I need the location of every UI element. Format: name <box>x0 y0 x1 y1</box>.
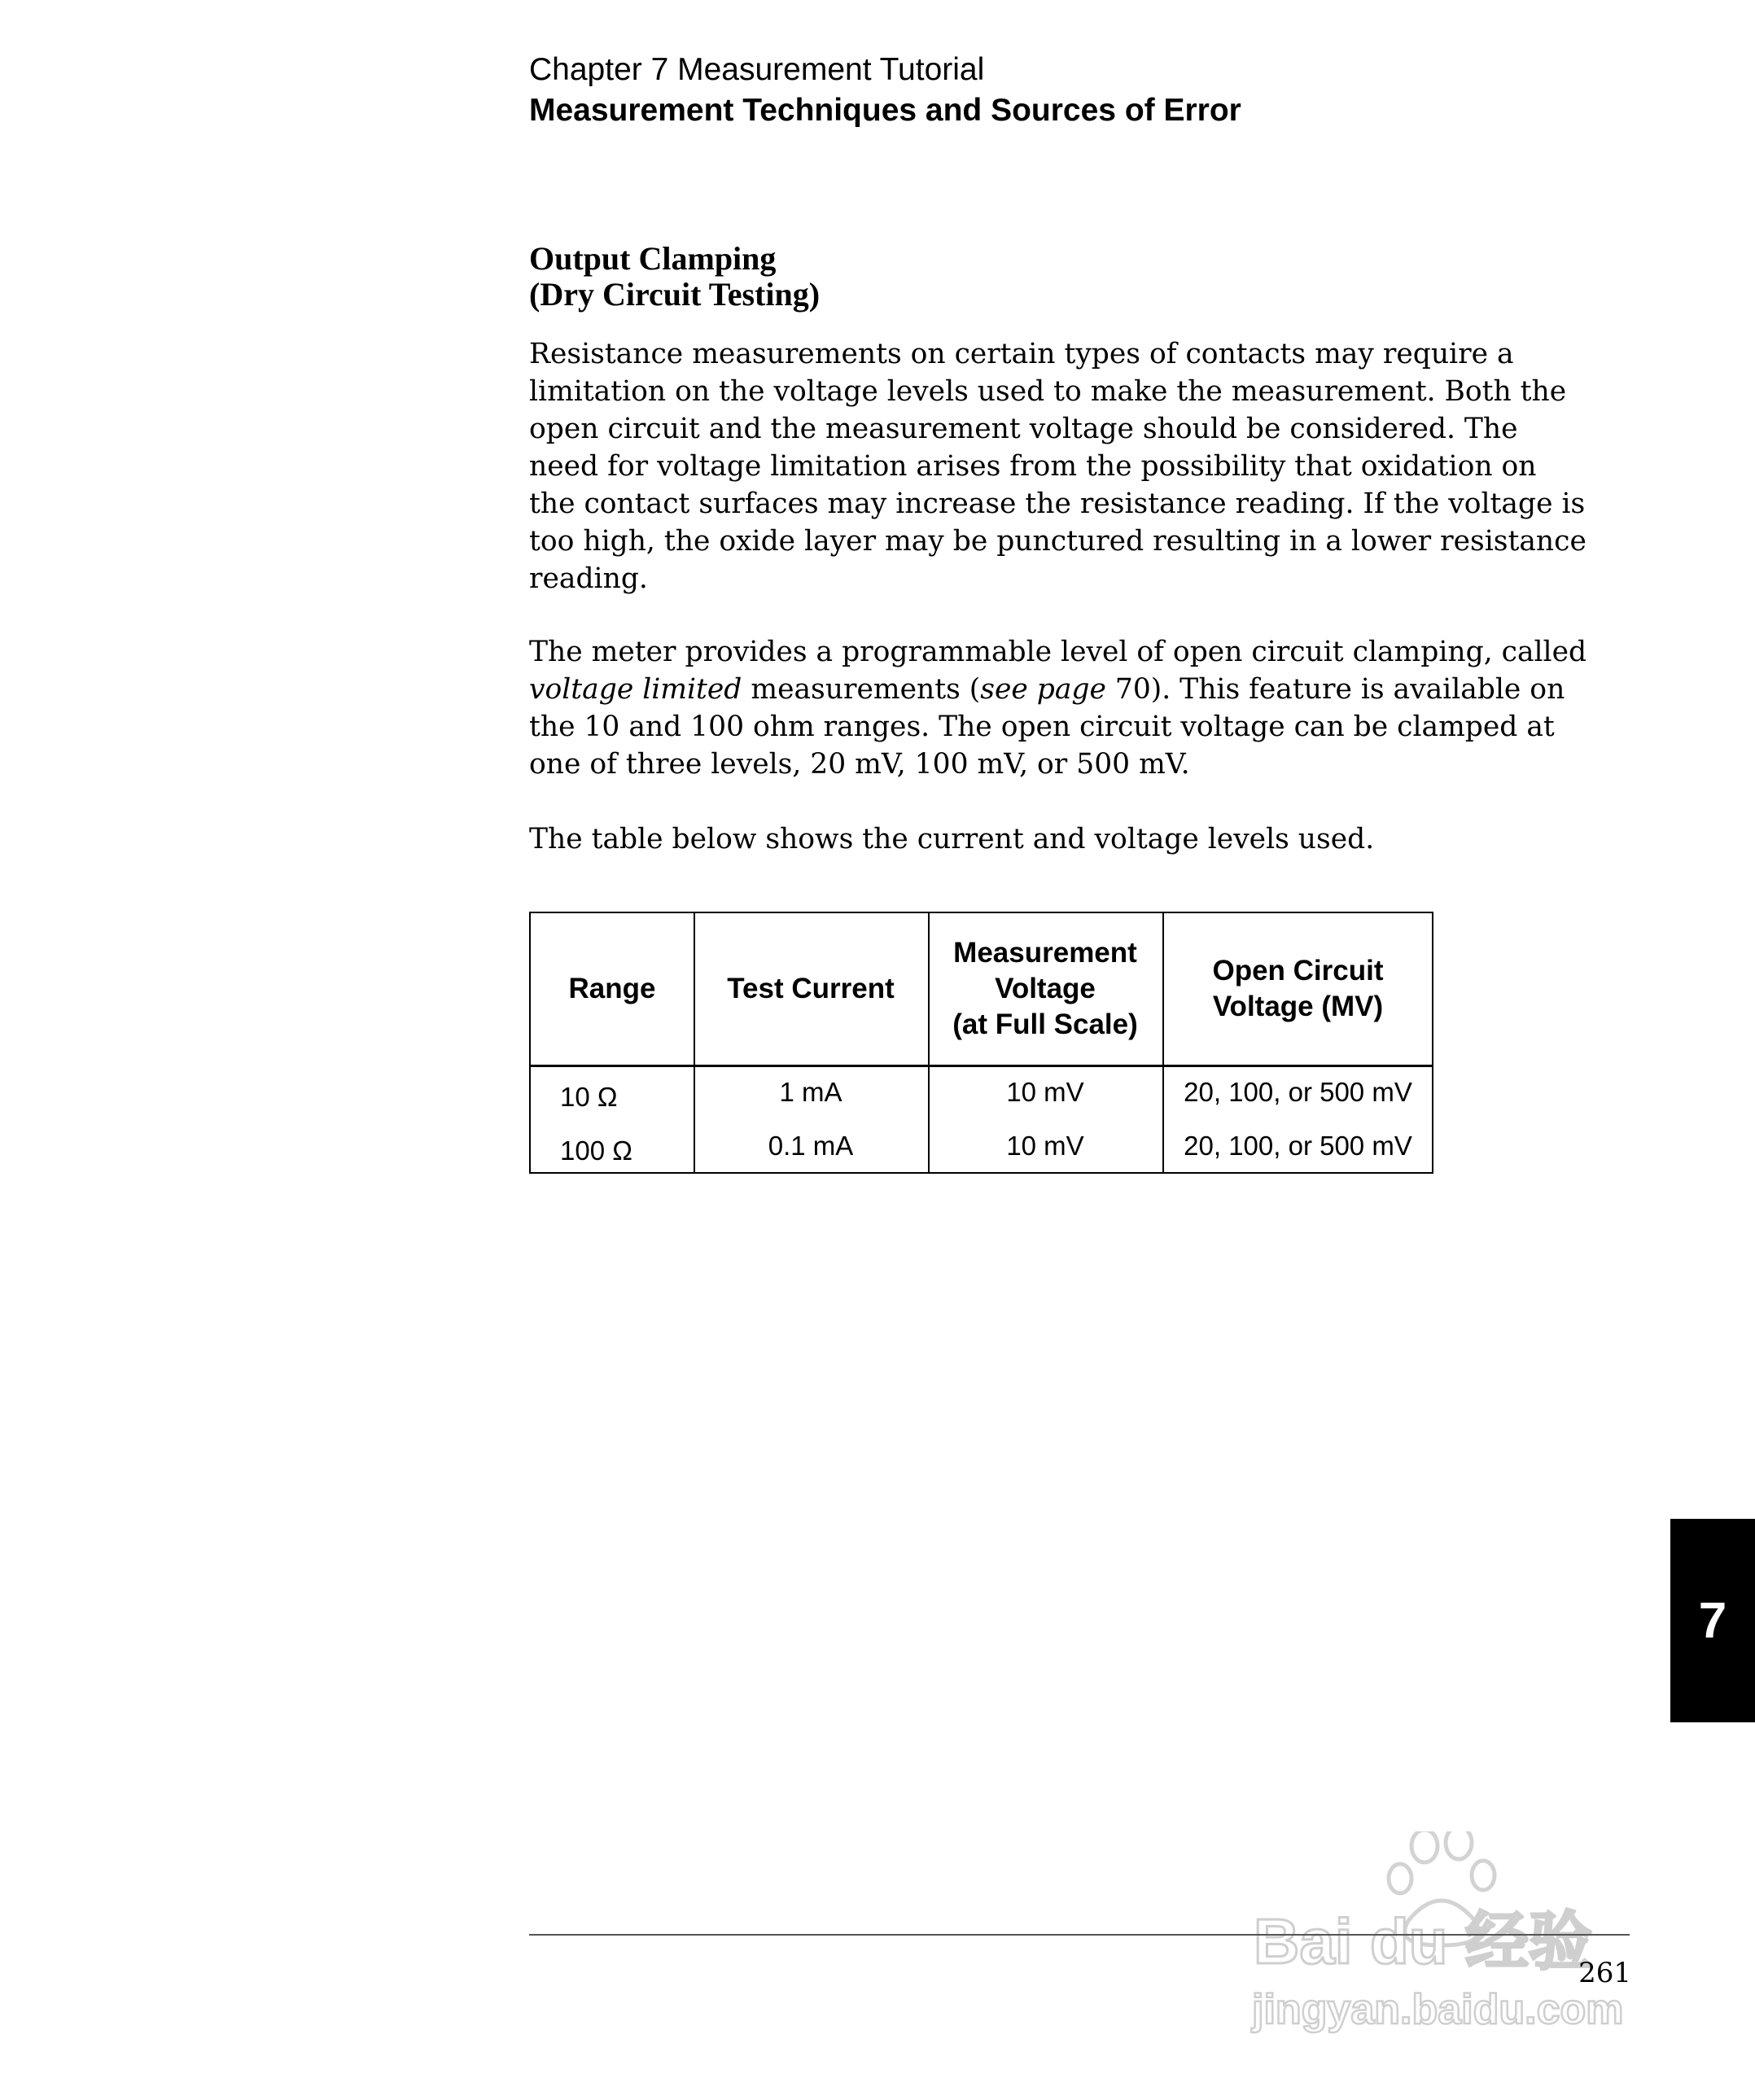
cross-reference-link[interactable]: see page <box>980 673 1106 706</box>
svg-text:jingyan.baidu.com: jingyan.baidu.com <box>1252 1986 1624 2033</box>
heading-line-1: Output Clamping <box>529 240 777 277</box>
text-line: limitation on the voltage levels used to make the measurement. Both the <box>529 375 1567 408</box>
page-number: 261 <box>1578 1957 1631 1989</box>
cell-measurement-voltage: 10 mV <box>1006 1077 1084 1107</box>
footer-rule <box>529 1934 1630 1936</box>
header-open-circuit-voltage: Open Circuit Voltage (MV) <box>1212 955 1384 1022</box>
running-header-section: Measurement Techniques and Sources of Error <box>529 93 1241 128</box>
cell-test-current: 0.1 mA <box>768 1131 854 1161</box>
text-line: need for voltage limitation arises from the possibility that oxidation on <box>529 450 1537 483</box>
text-line: too high, the oxide layer may be punctured resulting in a lower resistance <box>529 525 1587 558</box>
cell-range: 10 Ω <box>560 1082 618 1112</box>
levels-table <box>529 912 1433 1174</box>
paragraph-table-intro <box>529 820 1652 858</box>
text-fragment: 70). This feature is available on <box>1105 673 1565 706</box>
paragraph-resistance <box>529 335 1652 597</box>
cell-range: 100 Ω <box>560 1135 632 1166</box>
text-line: one of three levels, 20 mV, 100 mV, or 500 mV. <box>529 748 1190 781</box>
paragraph-clamping <box>529 633 1652 783</box>
text-line: the 10 and 100 ohm ranges. The open circuit voltage can be clamped at <box>529 711 1555 743</box>
text-line: the contact surfaces may increase the resistance reading. If the voltage is <box>529 488 1586 520</box>
text-line: The meter provides a programmable level of open circuit clamping, called <box>529 636 1587 668</box>
text-line <box>529 671 1652 708</box>
text-line: The table below shows the current and voltage levels used. <box>529 823 1375 855</box>
cell-open-circuit-voltage: 20, 100, or 500 mV <box>1184 1077 1412 1107</box>
chapter-thumb-tab: 7 <box>1670 1519 1755 1722</box>
heading-line-2: (Dry Circuit Testing) <box>529 276 821 313</box>
emphasis-voltage-limited: voltage limited <box>529 673 742 706</box>
header-divider <box>531 1065 1432 1067</box>
text-line: open circuit and the measurement voltage should be considered. The <box>529 413 1518 445</box>
cell-test-current: 1 mA <box>779 1077 842 1107</box>
running-header-chapter: Chapter 7 Measurement Tutorial <box>529 52 985 87</box>
svg-text:Bai du 经验: Bai du 经验 <box>1254 1905 1593 1977</box>
section-heading <box>529 241 820 313</box>
header-test-current: Test Current <box>727 973 895 1004</box>
text-line: Resistance measurements on certain types of contacts may require a <box>529 338 1514 370</box>
text-fragment: measurements ( <box>742 673 981 706</box>
header-range: Range <box>568 973 656 1004</box>
baidu-watermark-logo <box>1245 1831 1652 2035</box>
text-line: reading. <box>529 562 648 595</box>
header-measurement-voltage: Measurement Voltage (at Full Scale) <box>952 937 1138 1040</box>
cell-open-circuit-voltage: 20, 100, or 500 mV <box>1184 1131 1412 1161</box>
cell-measurement-voltage: 10 mV <box>1006 1131 1084 1161</box>
